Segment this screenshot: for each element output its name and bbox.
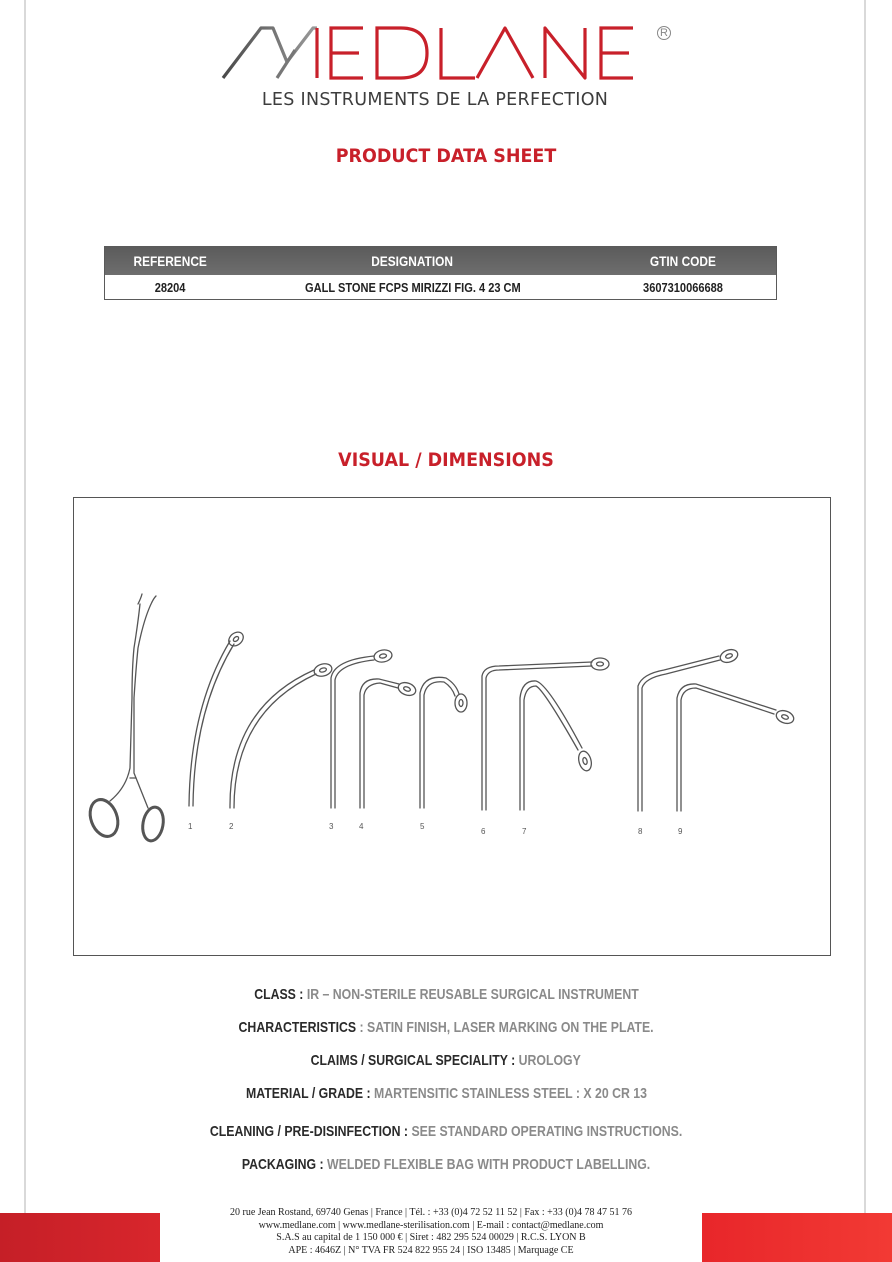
table-row: [105, 275, 776, 299]
footer-legal: S.A.S au capital de 1 150 000 € | Siret : 482 295 524 00029 | R.C.S. LYON B: [276, 1232, 586, 1243]
header-designation: DESIGNATION: [371, 253, 454, 269]
spec-cleaning: CLEANING / PRE-DISINFECTION : SEE STANDARD OPERATING INSTRUCTIONS.: [209, 1123, 683, 1140]
figure-label-7: 7: [522, 827, 527, 836]
left-border-line: [24, 0, 26, 1262]
footer-registration: APE : 4646Z | N° TVA FR 524 822 955 24 | ISO 13485 | Marquage CE: [288, 1244, 574, 1256]
product-reference-table: [104, 246, 777, 300]
tip-profile-7: [520, 681, 593, 810]
tip-profile-3: [331, 649, 393, 808]
footer-red-bar-left: [0, 1213, 160, 1262]
tip-profile-6: [482, 658, 609, 810]
spec-packaging: PACKAGING : WELDED FLEXIBLE BAG WITH PRODUCT LABELLING.: [241, 1156, 651, 1173]
cell-designation: GALL STONE FCPS MIRIZZI FIG. 4 23 CM: [304, 279, 521, 295]
brand-tagline: LES INSTRUMENTS DE LA PERFECTION: [261, 90, 609, 110]
tip-profile-8: [638, 647, 740, 811]
figure-label-4: 4: [359, 822, 364, 831]
footer-address: 20 rue Jean Rostand, 69740 Genas | France | Tél. : +33 (0)4 72 52 11 52 | Fax : +33 (0)4 78 47 51 76: [230, 1207, 632, 1218]
footer-red-bar-right: [702, 1213, 892, 1262]
tip-profile-2: [230, 662, 333, 808]
spec-material: MATERIAL / GRADE : MARTENSITIC STAINLESS STEEL : X 20 CR 13: [245, 1085, 647, 1102]
company-footer: [160, 1207, 702, 1257]
forceps-drawing: [85, 594, 166, 842]
instrument-figure-box: [73, 497, 831, 956]
visual-dimensions-title: VISUAL / DIMENSIONS: [338, 449, 554, 471]
instrument-illustration: [74, 498, 832, 957]
right-border-line: [864, 0, 866, 1262]
figure-label-2: 2: [229, 822, 234, 831]
footer-web: www.medlane.com | www.medlane-sterilisation.com | E-mail : contact@medlane.com: [258, 1219, 604, 1231]
product-data-sheet-title: PRODUCT DATA SHEET: [335, 145, 557, 167]
cell-reference: 28204: [154, 279, 186, 295]
figure-label-9: 9: [678, 827, 683, 836]
tip-profile-9: [677, 684, 796, 811]
header-reference: REFERENCE: [133, 253, 207, 269]
cell-gtin-code: 3607310066688: [643, 279, 723, 295]
figure-label-5: 5: [420, 822, 425, 831]
header-gtin-code: GTIN CODE: [649, 253, 717, 269]
tip-profile-4: [360, 679, 418, 808]
figure-label-3: 3: [329, 822, 334, 831]
tip-profile-5: [420, 677, 467, 808]
figure-label-8: 8: [638, 827, 643, 836]
table-header-row: [105, 247, 776, 275]
spec-claims: CLAIMS / SURGICAL SPECIALITY : UROLOGY: [310, 1052, 582, 1069]
figure-label-6: 6: [481, 827, 486, 836]
figure-label-1: 1: [188, 822, 193, 831]
spec-class: CLASS : IR – NON-STERILE REUSABLE SURGICAL INSTRUMENT: [253, 986, 639, 1003]
medlane-logo-mark: [215, 22, 655, 84]
spec-characteristics: CHARACTERISTICS : SATIN FINISH, LASER MARKING ON THE PLATE.: [238, 1019, 654, 1036]
tip-profile-1: [189, 629, 246, 806]
registered-mark: R: [657, 26, 671, 40]
medlane-logo: [215, 22, 685, 117]
